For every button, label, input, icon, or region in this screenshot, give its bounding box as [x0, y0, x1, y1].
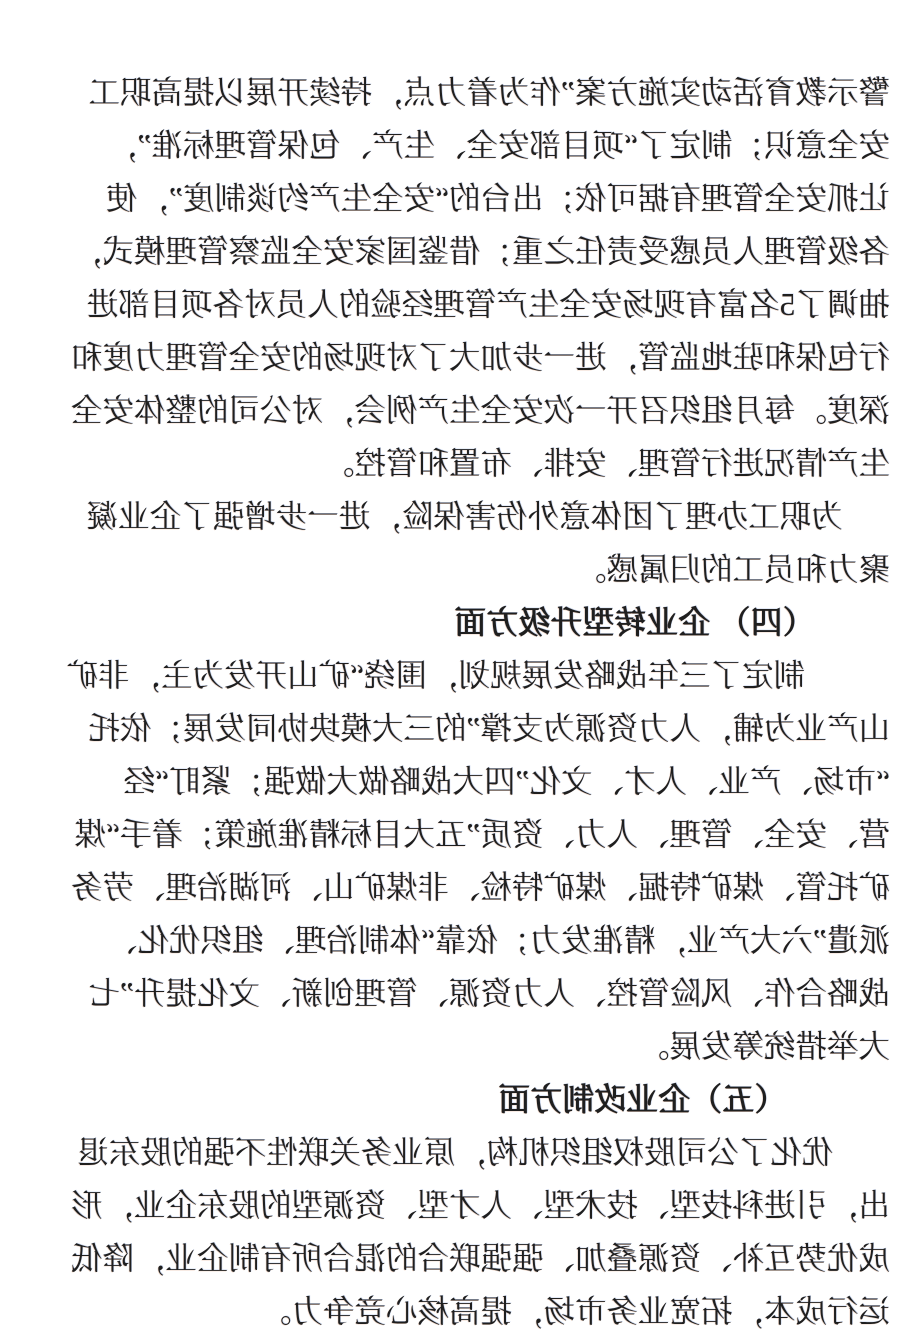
text-line: 派遣”六大产业，精准发力；依靠“体制治理、组织优化、: [106, 923, 890, 958]
text-line: 深度。每月组织召开一次安全生产例会，对公司的整体安全: [70, 393, 890, 428]
text-line: 警示教育活动实施方案”作为着力点，持续开展以提高职工: [88, 75, 890, 110]
text-line: 为职工办理了团体意外伤害保险，进一步增强了企业凝: [86, 499, 843, 534]
text-line: 聚力和员工的归属感。: [574, 552, 890, 587]
text-line: “市场、产业、人才、文化”四大战略做大做强；紧盯“经: [123, 764, 890, 799]
text-line: 成优势互补、资源叠加、强强联合的混合所有制企业，降低: [70, 1241, 890, 1276]
document-content: [55, 66, 890, 1338]
text-line: 安全意识；制定了“项目部安全、生产、包保管理标准”，: [106, 128, 890, 163]
text-line: 大举措统筹发展。: [637, 1029, 890, 1064]
text-line: 出，引进科技型、技术型、人才型、资源型的股东企业，形: [70, 1188, 890, 1223]
text-line: 各级管理人员感受责任之重；借鉴国家安全监察管理模式，: [70, 234, 890, 269]
section-heading: （五）企业改制方面: [498, 1082, 787, 1117]
text-line: 生产情况进行管理、安排、布置和管控。: [322, 446, 890, 481]
text-line: 行包保和驻地监管，进一步加大了对现场的安全管理力度和: [70, 340, 890, 375]
text-line: 战略合作、风险管控、人力资源、管理创新、文化提升”七: [88, 976, 890, 1011]
text-line: 运行成本，拓宽业务市场，提高核心竞争力。: [259, 1294, 890, 1329]
text-line: 制定了三年战略发展规划，围绕“矿山开发为主，非矿: [66, 658, 805, 693]
text-line: 山产业为辅，人力资源为支撑”的三大模块协同发展；依托: [88, 711, 890, 746]
text-line: 优化了公司股权组织机构，原业务关联性不强的股东退: [77, 1135, 834, 1170]
text-line: 营、安全、管理、人力、资质”五大目标精准施策；着手“煤: [74, 817, 890, 852]
section-heading: （四） 企业转型升级方面: [454, 605, 815, 640]
text-line: 矿托管、煤矿特掘、煤矿特检、非煤矿山、河湖治理、劳务: [70, 870, 890, 905]
text-line: 抽调了5名富有现场安全生产管理经验的人员对各项目部进: [86, 287, 890, 322]
text-line: 让抓安全管理有据可依；出台的“安全生产约谈制度”，使: [106, 181, 890, 216]
